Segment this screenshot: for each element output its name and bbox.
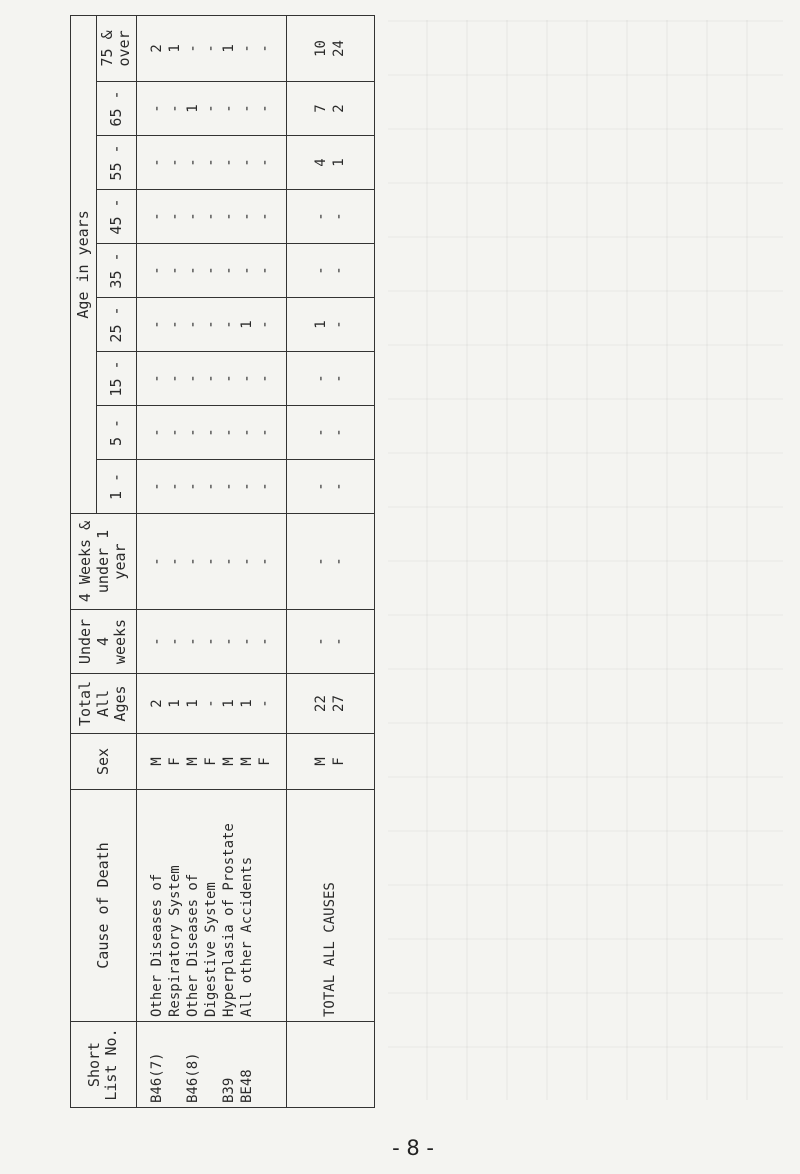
code-column-line-6 [257,1095,273,1103]
totals-age-6-line-1: 1 [331,158,347,167]
age-1-column-line-5: - [239,428,256,437]
age-3-column-line-6: - [257,320,274,329]
age-6-column-line-6: - [257,158,274,167]
totals-age-3 [286,298,374,352]
age-0-column-line-2: - [184,482,201,491]
age-8-column [136,15,286,81]
under4-column-line-5: - [239,637,256,646]
age-1-column-line-4: - [221,428,238,437]
age-1-column-line-1: - [166,428,183,437]
totals-age-3-line-0: 1 [312,320,329,329]
age-0-column-line-6: - [257,482,274,491]
age-5-column-line-3: - [202,212,219,221]
under4-column-line-0: - [148,637,165,646]
totals-age-1-line-1: - [331,428,347,437]
sex-column-line-2: M [184,757,201,766]
under4-column [136,610,286,674]
age-7-column-line-0: - [148,104,165,113]
sex-column-line-3: F [202,757,219,766]
cause-column-line-6 [257,1009,273,1017]
age-8-column-line-0: 2 [148,44,165,53]
weeks4-column-line-0: - [148,557,165,566]
totals-age-4-line-1: - [331,266,347,275]
age-2-column [136,352,286,406]
weeks4-column-line-1: - [166,557,183,566]
age-8-column-line-1: 1 [166,44,183,53]
under4-column-line-2: - [184,637,201,646]
age-2-column-line-5: - [239,374,256,383]
totals-age-3-line-1: - [331,320,347,329]
totals-sex-line-1: F [331,757,347,766]
age-1-column-line-0: - [148,428,165,437]
age-0-column-line-0: - [148,482,165,491]
age-5-column-line-4: - [221,212,238,221]
totals-age-1-line-0: - [312,428,329,437]
totals-weeks4-line-0: - [312,557,329,566]
totals-age-5 [286,190,374,244]
totals-under4 [286,610,374,674]
totals-under4-line-0: - [312,637,329,646]
age-8-column-line-6: - [257,44,274,53]
age-2-column-line-3: - [202,374,219,383]
age-4-column-line-6: - [257,266,274,275]
age-7-column-line-1: - [166,104,183,113]
header-age-in-years: Age in years [71,15,97,513]
header-age-8: 75 & over [97,15,137,81]
code-column-line-3 [203,1095,219,1103]
header-age-3: 25 - [97,298,137,352]
header-sex: Sex [71,734,137,790]
age-4-column-line-0: - [148,266,165,275]
age-7-column-line-3: - [202,104,219,113]
page-number: - 8 - [392,1136,434,1160]
total-column-line-0: 2 [148,699,165,708]
age-6-column-line-2: - [184,158,201,167]
age-7-column [136,82,286,136]
weeks4-column [136,514,286,610]
age-0-column-line-5: - [239,482,256,491]
cause-column-line-1: Respiratory System [166,865,183,1017]
age-8-column-line-3: - [202,44,219,53]
age-1-column-line-6: - [257,428,274,437]
weeks4-column-line-5: - [239,557,256,566]
age-6-column-line-0: - [148,158,165,167]
under4-column-line-6: - [257,637,274,646]
age-5-column-line-0: - [148,212,165,221]
totals-age-2 [286,352,374,406]
totals-age-7 [286,82,374,136]
mortality-table [70,15,375,1108]
total-column-line-5: 1 [239,699,256,708]
total-column-line-2: 1 [184,699,201,708]
cause-column [136,790,286,1022]
sex-column-line-0: M [148,757,165,766]
header-age-4: 35 - [97,244,137,298]
code-column-line-1 [167,1095,183,1103]
total-column [136,674,286,734]
totals-age-1 [286,406,374,460]
totals-total-line-0: 22 [312,695,329,712]
age-2-column-line-0: - [148,374,165,383]
cause-column-line-5: All other Accidents [239,856,256,1017]
table-row-totals [286,15,374,1107]
age-3-column-line-3: - [202,320,219,329]
age-3-column-line-4: - [221,320,238,329]
age-3-column-line-0: - [148,320,165,329]
totals-label-text: TOTAL ALL CAUSES [321,882,338,1017]
code-column-line-5: BE48 [239,1069,256,1103]
age-7-column-line-5: - [239,104,256,113]
weeks4-column-line-2: - [184,557,201,566]
totals-age-8-line-1: 24 [331,40,347,57]
totals-age-4 [286,244,374,298]
age-8-column-line-2: - [184,44,201,53]
header-age-0: 1 - [97,460,137,514]
age-2-column-line-1: - [166,374,183,383]
age-4-column-line-1: - [166,266,183,275]
age-6-column-line-3: - [202,158,219,167]
age-5-column-line-1: - [166,212,183,221]
sex-column [136,734,286,790]
totals-total [286,674,374,734]
total-column-line-4: 1 [221,699,238,708]
age-1-column-line-3: - [202,428,219,437]
age-1-column [136,406,286,460]
code-column-line-4: B39 [221,1077,238,1103]
sex-column-line-1: F [166,757,183,766]
code-column [136,1022,286,1108]
totals-under4-line-1: - [331,637,347,646]
age-7-column-line-4: - [221,104,238,113]
totals-age-5-line-1: - [331,212,347,221]
totals-age-0 [286,460,374,514]
age-5-column-line-2: - [184,212,201,221]
totals-total-line-1: 27 [331,695,347,712]
totals-age-8 [286,15,374,81]
totals-label [286,790,374,1022]
age-4-column [136,244,286,298]
code-column-line-2: B46(8) [184,1052,201,1103]
totals-age-0-line-1: - [331,482,347,491]
header-cause-of-death: Cause of Death [71,790,137,1022]
age-3-column [136,298,286,352]
table-row-causes [136,15,286,1107]
weeks4-column-line-3: - [202,557,219,566]
totals-code-cell [286,1022,374,1108]
age-1-column-line-2: - [184,428,201,437]
age-4-column-line-3: - [202,266,219,275]
age-0-column-line-4: - [221,482,238,491]
age-5-column-line-6: - [257,212,274,221]
cause-column-line-4: Hyperplasia of Prostate [221,823,238,1017]
weeks4-column-line-6: - [257,557,274,566]
code-column-line-0: B46(7) [148,1052,165,1103]
header-age-6: 55 - [97,136,137,190]
totals-age-6 [286,136,374,190]
total-column-line-1: 1 [166,699,183,708]
age-2-column-line-6: - [257,374,274,383]
total-column-line-3: - [202,699,219,708]
totals-age-2-line-0: - [312,374,329,383]
cause-column-line-0: Other Diseases of [148,873,165,1017]
age-8-column-line-5: - [239,44,256,53]
age-2-column-line-2: - [184,374,201,383]
age-3-column-line-5: 1 [239,320,256,329]
header-short-list-no: Short List No. [71,1022,137,1108]
total-column-line-6: - [257,699,274,708]
age-4-column-line-4: - [221,266,238,275]
age-7-column-line-6: - [257,104,274,113]
age-0-column-line-1: - [166,482,183,491]
age-8-column-line-4: 1 [221,44,238,53]
header-age-1: 5 - [97,406,137,460]
totals-age-7-line-0: 7 [312,104,329,113]
totals-age-5-line-0: - [312,212,329,221]
cause-column-line-2: Other Diseases of [184,873,201,1017]
totals-weeks4 [286,514,374,610]
sex-column-line-5: M [239,757,256,766]
age-6-column [136,136,286,190]
under4-column-line-3: - [202,637,219,646]
header-age-2: 15 - [97,352,137,406]
age-6-column-line-4: - [221,158,238,167]
sex-column-line-6: F [257,757,274,766]
age-0-column [136,460,286,514]
totals-weeks4-line-1: - [331,557,347,566]
age-4-column-line-2: - [184,266,201,275]
header-age-5: 45 - [97,190,137,244]
totals-age-0-line-0: - [312,482,329,491]
age-4-column-line-5: - [239,266,256,275]
totals-sex [286,734,374,790]
under4-column-line-1: - [166,637,183,646]
header-total-all-ages: Total All Ages [71,674,137,734]
totals-sex-line-0: M [312,757,329,766]
age-0-column-line-3: - [202,482,219,491]
totals-age-8-line-0: 10 [312,40,329,57]
age-3-column-line-1: - [166,320,183,329]
header-4-weeks-under-1-year: 4 Weeks & under 1 year [71,514,137,610]
totals-age-6-line-0: 4 [312,158,329,167]
age-7-column-line-2: 1 [184,104,201,113]
totals-age-2-line-1: - [331,374,347,383]
age-3-column-line-2: - [184,320,201,329]
weeks4-column-line-4: - [221,557,238,566]
totals-age-4-line-0: - [312,266,329,275]
age-5-column-line-5: - [239,212,256,221]
cause-column-line-3: Digestive System [202,882,219,1017]
header-age-7: 65 - [97,82,137,136]
sex-column-line-4: M [221,757,238,766]
age-6-column-line-5: - [239,158,256,167]
totals-age-7-line-1: 2 [331,104,347,113]
under4-column-line-4: - [221,637,238,646]
header-under-4-weeks: Under 4 weeks [71,610,137,674]
age-2-column-line-4: - [221,374,238,383]
age-6-column-line-1: - [166,158,183,167]
age-5-column [136,190,286,244]
